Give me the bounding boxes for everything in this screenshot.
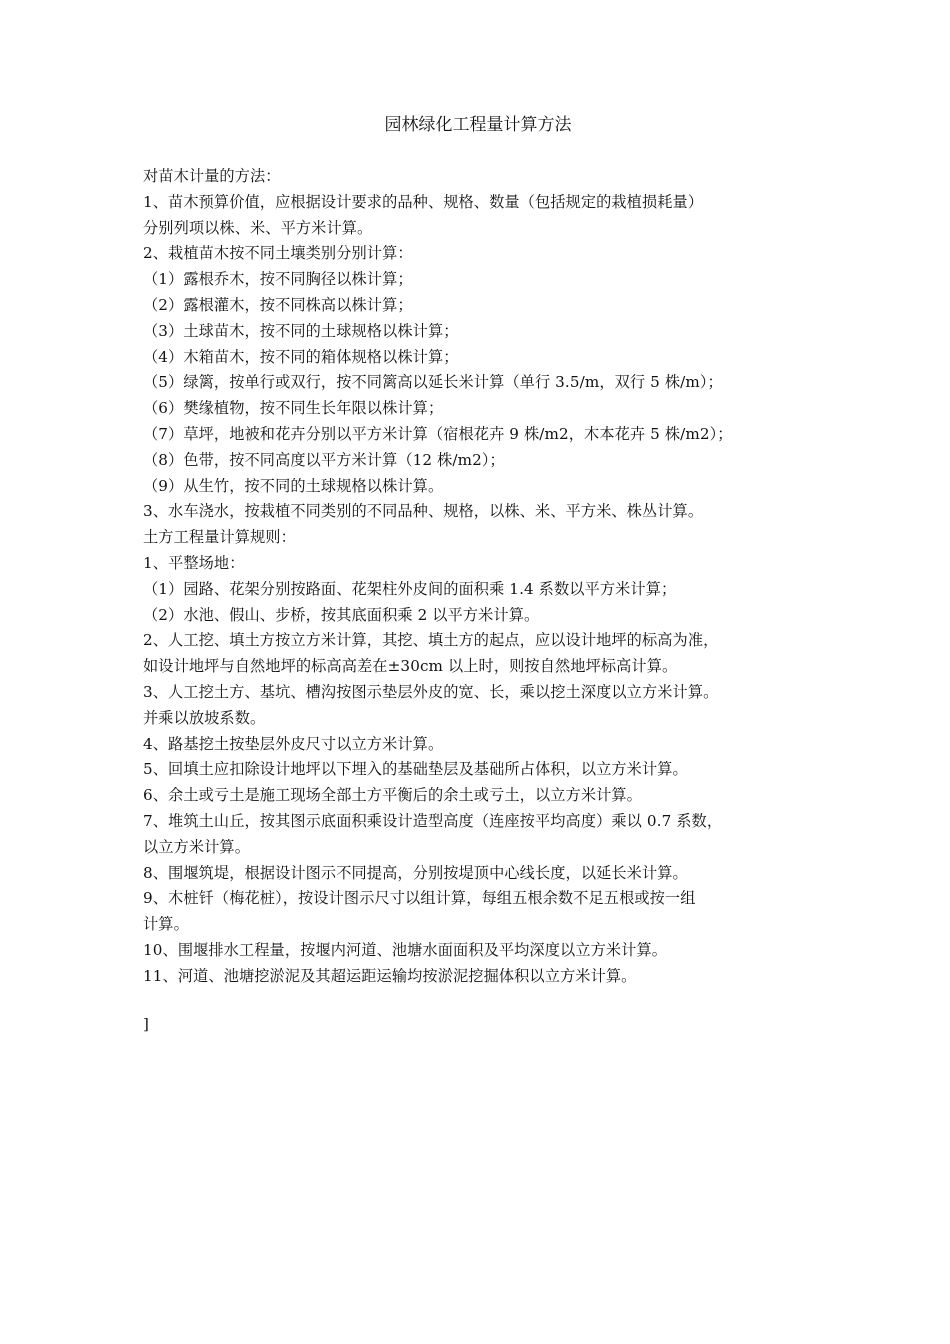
body-line: 10、围堰排水工程量，按堰内河道、池塘水面面积及平均深度以立方米计算。 [143,940,668,959]
body-line: 1、平整场地： [143,553,245,572]
trailing-bracket: ] [143,1014,149,1033]
body-line: 1、苗木预算价值，应根据设计要求的品种、规格、数量（包括规定的栽植损耗量） [143,192,704,211]
body-line: 9、木桩钎（梅花桩），按设计图示尺寸以组计算，每组五根余数不足五根或按一组 [143,889,696,908]
body-line: （3）土球苗木，按不同的土球规格以株计算； [143,321,459,340]
body-line: （5）绿篱，按单行或双行，按不同篱高以延长米计算（单行 3.5/m，双行 5 株/m）； [143,373,723,392]
body-line: （9）从生竹，按不同的土球规格以株计算。 [143,476,444,495]
body-line: 6、余土或亏土是施工现场全部土方平衡后的余土或亏土，以立方米计算。 [143,786,642,805]
body-line: 5、回填土应扣除设计地坪以下埋入的基础垫层及基础所占体积，以立方米计算。 [143,760,688,779]
body-line: 分别列项以株、米、平方米计算。 [143,218,373,237]
body-line: 对苗木计量的方法： [143,167,281,185]
body-line: （1）露根乔木，按不同胸径以株计算； [143,270,413,289]
body-line: （8）色带，按不同高度以平方米计算（12 株/m2）； [143,450,505,469]
body-line: （2）露根灌木，按不同株高以株计算； [143,295,413,314]
body-line: 2、栽植苗木按不同土壤类别分别计算： [143,244,413,263]
body-line: 2、人工挖、填土方按立方米计算，其挖、填土方的起点，应以设计地坪的标高为准， [143,631,719,650]
body-line: （4）木箱苗木，按不同的箱体规格以株计算； [143,347,459,366]
body-line: （1）园路、花架分别按路面、花架柱外皮间的面积乘 1.4 系数以平方米计算； [143,579,677,598]
body-line: 计算。 [143,915,189,934]
body-line: 土方工程量计算规则： [143,528,296,547]
body-line: （7）草坪，地被和花卉分别以平方米计算（宿根花卉 9 株/m2，木本花卉 5 株/m2）； [143,424,733,443]
body-line: 7、堆筑土山丘，按其图示底面积乘设计造型高度（连座按平均高度）乘以 0.7 系数， [143,811,723,830]
document-title: 园林绿化工程量计算方法 [384,115,572,135]
body-line: 并乘以放坡系数。 [143,708,266,727]
body-line: 8、围堰筑堤，根据设计图示不同提高，分别按堤顶中心线长度，以延长米计算。 [143,863,688,882]
body-line: 4、路基挖土按垫层外皮尺寸以立方米计算。 [143,734,444,753]
body-line: （2）水池、假山、步桥，按其底面积乘 2 以平方米计算。 [143,605,540,624]
document-page [143,112,813,1037]
body-line: 3、水车浇水，按栽植不同类别的不同品种、规格，以株、米、平方米、株丛计算。 [143,502,704,521]
body-line: 以立方米计算。 [143,837,251,856]
document-body [143,164,813,990]
body-line: 11、河道、池塘挖淤泥及其超运距运输均按淤泥挖掘体积以立方米计算。 [143,966,637,985]
body-line: （6）樊缘植物，按不同生长年限以株计算； [143,399,444,418]
body-line: 3、人工挖土方、基坑、槽沟按图示垫层外皮的宽、长，乘以挖土深度以立方米计算。 [143,682,719,701]
body-line: 如设计地坪与自然地坪的标高高差在±30cm 以上时，则按自然地坪标高计算。 [143,657,678,676]
